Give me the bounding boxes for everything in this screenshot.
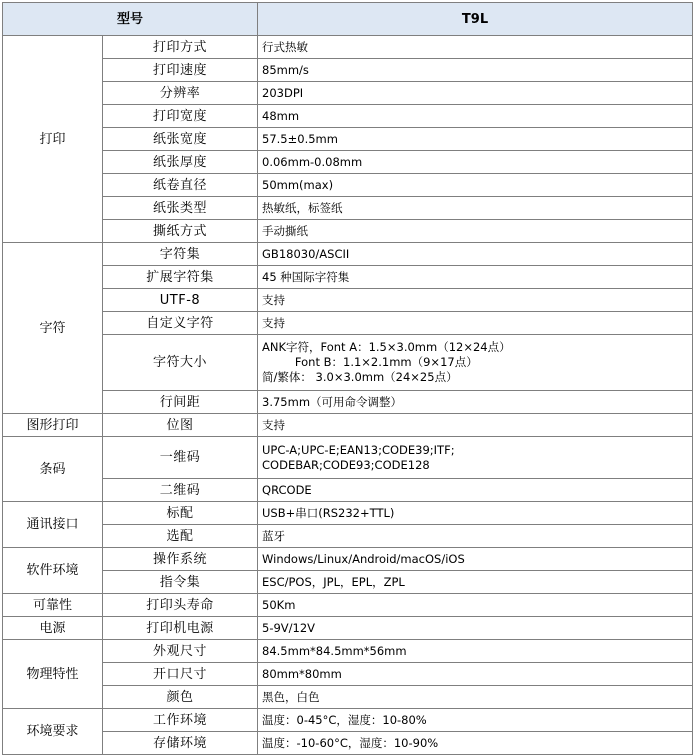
row-label: 颜色 [103,686,258,709]
row-label: 打印头寿命 [103,594,258,617]
table-row [3,640,693,663]
table-row [3,437,693,479]
table-row [3,663,693,686]
category-barcode: 条码 [3,437,103,502]
row-value: 84.5mm*84.5mm*56mm [258,640,693,663]
row-label: 存储环境 [103,732,258,755]
row-label: 指令集 [103,571,258,594]
table-row [3,197,693,220]
category-interface: 通讯接口 [3,502,103,548]
row-label: 二维码 [103,479,258,502]
row-label: 纸张厚度 [103,151,258,174]
value-line: Font B：1.1×2.1mm（9×17点） [262,355,478,369]
table-row [3,548,693,571]
table-row [3,128,693,151]
row-label: 外观尺寸 [103,640,258,663]
row-label: 一维码 [103,437,258,479]
table-row [3,391,693,414]
value-line: ANK字符，Font A：1.5×3.0mm（12×24点） [262,340,511,354]
row-value: 蓝牙 [258,525,693,548]
row-label: 字符大小 [103,335,258,391]
row-label: 打印方式 [103,36,258,59]
value-line: UPC-A;UPC-E;EAN13;CODE39;ITF; [262,442,455,457]
row-label: 纸卷直径 [103,174,258,197]
table-row [3,289,693,312]
row-label: 位图 [103,414,258,437]
row-label: 工作环境 [103,709,258,732]
row-label: 分辨率 [103,82,258,105]
row-label: 扩展字符集 [103,266,258,289]
value-line: 简/繁体： 3.0×3.0mm（24×25点） [262,370,458,384]
row-label: 打印速度 [103,59,258,82]
row-label: 标配 [103,502,258,525]
row-value: 80mm*80mm [258,663,693,686]
row-value: 3.75mm（可用命令调整） [258,391,693,414]
row-value: 50Km [258,594,693,617]
table-row [3,686,693,709]
table-row [3,709,693,732]
table-row [3,266,693,289]
table-row [3,243,693,266]
table-row [3,571,693,594]
category-chars: 字符 [3,243,103,414]
row-value: 5-9V/12V [258,617,693,640]
row-value: 48mm [258,105,693,128]
table-row [3,312,693,335]
category-power: 电源 [3,617,103,640]
row-label: 纸张宽度 [103,128,258,151]
row-label: UTF-8 [103,289,258,312]
header-model-label: 型号 [3,3,258,36]
row-label: 开口尺寸 [103,663,258,686]
row-value: 温度：0-45°C，湿度：10-80% [258,709,693,732]
row-value: 支持 [258,414,693,437]
header-row [3,3,693,36]
category-reliability: 可靠性 [3,594,103,617]
table-row [3,502,693,525]
table-row [3,105,693,128]
table-row [3,174,693,197]
row-label: 选配 [103,525,258,548]
row-label: 打印机电源 [103,617,258,640]
row-value: 支持 [258,312,693,335]
row-value-multiline [258,335,693,391]
category-environment: 环境要求 [3,709,103,755]
row-value: ESC/POS，JPL，EPL，ZPL [258,571,693,594]
value-line: CODEBAR;CODE93;CODE128 [262,457,430,472]
table-row [3,36,693,59]
spec-table [2,2,693,755]
row-value: 手动撕纸 [258,220,693,243]
row-label: 字符集 [103,243,258,266]
row-label: 打印宽度 [103,105,258,128]
row-label: 撕纸方式 [103,220,258,243]
row-label: 行间距 [103,391,258,414]
row-label: 自定义字符 [103,312,258,335]
table-row [3,479,693,502]
table-row [3,82,693,105]
row-value: 203DPI [258,82,693,105]
table-row [3,151,693,174]
row-value: GB18030/ASCII [258,243,693,266]
table-row [3,335,693,391]
table-row [3,617,693,640]
row-label: 操作系统 [103,548,258,571]
category-graphics: 图形打印 [3,414,103,437]
row-value: Windows/Linux/Android/macOS/iOS [258,548,693,571]
table-row [3,414,693,437]
table-row [3,732,693,755]
row-value: 57.5±0.5mm [258,128,693,151]
row-value: 支持 [258,289,693,312]
row-value: 45 种国际字符集 [258,266,693,289]
header-model-value: T9L [258,3,693,36]
row-value: 50mm(max) [258,174,693,197]
category-software: 软件环境 [3,548,103,594]
row-value: 黑色，白色 [258,686,693,709]
row-value: 0.06mm-0.08mm [258,151,693,174]
row-value: 行式热敏 [258,36,693,59]
category-print: 打印 [3,36,103,243]
row-value: QRCODE [258,479,693,502]
row-value-multiline [258,437,693,479]
table-row [3,220,693,243]
table-row [3,59,693,82]
row-value: 温度：-10-60°C，湿度：10-90% [258,732,693,755]
table-row [3,594,693,617]
row-value: 85mm/s [258,59,693,82]
row-label: 纸张类型 [103,197,258,220]
row-value: 热敏纸，标签纸 [258,197,693,220]
category-physical: 物理特性 [3,640,103,709]
table-row [3,525,693,548]
row-value: USB+串口(RS232+TTL) [258,502,693,525]
